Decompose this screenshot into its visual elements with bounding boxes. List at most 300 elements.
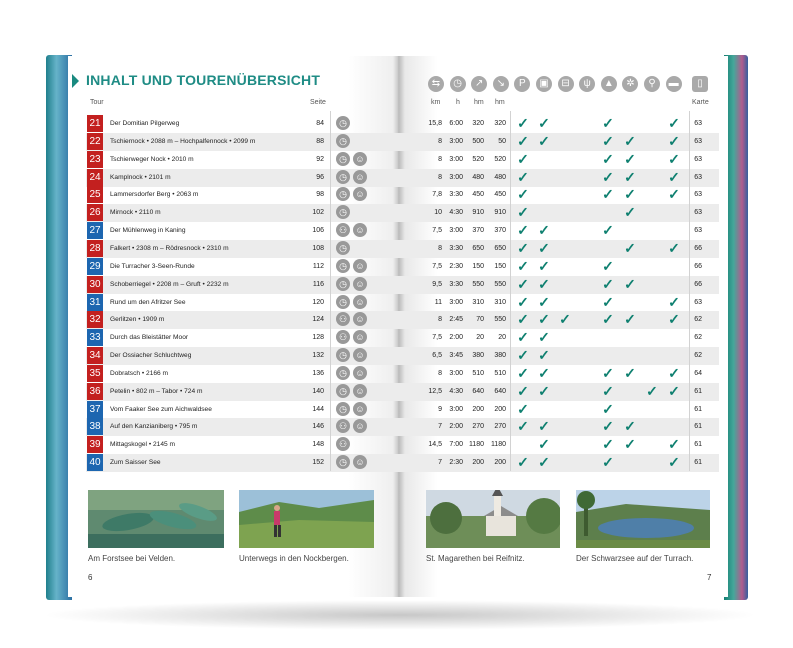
tour-down: 150 [494,262,506,270]
check-icon: ✓ [538,454,550,471]
tour-map: 61 [694,459,702,467]
bear-icon: ☺ [353,295,367,309]
tour-number: 23 [87,151,103,168]
check-icon: ✓ [602,418,614,435]
descent-icon: ↘ [493,76,509,92]
check-icon: ✓ [602,150,614,167]
clock-icon: ◷ [336,241,350,255]
check-icon: ✓ [668,115,680,131]
bear-icon: ☺ [353,312,367,326]
check-icon: ✓ [602,436,614,453]
check-icon: ✓ [668,454,680,471]
tour-h: 6:00 [449,120,463,127]
table-row [86,186,719,204]
tour-down: 520 [494,155,506,163]
tour-map: 63 [694,155,702,163]
tour-h: 2:30 [449,262,463,270]
tour-number: 28 [87,240,103,257]
check-icon: ✓ [646,382,658,399]
tour-down: 200 [494,405,506,413]
clock-icon: ◷ [336,259,350,273]
tour-map: 62 [694,352,702,360]
header-h: h [456,99,460,106]
tour-name: Vom Faaker See zum Aichwaldsee [110,405,212,413]
tour-map: 63 [694,191,702,199]
check-icon: ✓ [517,382,529,399]
table-row [86,329,719,347]
check-icon: ✓ [517,275,529,292]
tour-map: 66 [694,244,702,252]
table-row [86,311,719,329]
tour-page: 102 [312,209,324,217]
tour-page: 88 [316,137,324,145]
tour-up: 910 [472,209,484,217]
check-icon: ✓ [517,454,529,471]
bus-icon: ▣ [536,76,552,92]
bear-icon: ☺ [353,419,367,433]
signpost-icon: ⇆ [428,76,444,92]
photo-church [426,490,560,548]
check-icon: ✓ [517,329,529,346]
tour-km: 7,5 [432,334,442,342]
book-shadow [40,600,760,630]
tour-page: 144 [312,405,324,413]
tour-number: 31 [87,294,103,311]
tour-down: 310 [494,298,506,306]
tour-h: 4:30 [449,387,463,395]
check-icon: ✓ [624,275,636,292]
tour-name: Tschiernock • 2088 m – Hochpalfennock • 2099 m [110,137,256,145]
tour-name: Mirnock • 2110 m [110,209,161,217]
tour-up: 150 [472,262,484,270]
tour-name: Schoberriegel • 2208 m – Gruft • 2232 m [110,280,229,288]
map-icon: ▯ [692,76,708,92]
clock-icon: ◷ [450,76,466,92]
tour-up: 650 [472,244,484,252]
clock-icon: ◷ [336,152,350,166]
table-row [86,151,719,169]
tour-number: 30 [87,276,103,293]
tour-up: 500 [472,137,484,145]
tour-name: Dobratsch • 2166 m [110,369,169,377]
check-icon: ✓ [538,239,550,256]
check-icon: ✓ [668,436,680,453]
check-icon: ✓ [538,222,550,239]
tour-name: Rund um den Afritzer See [110,298,186,306]
tour-up: 480 [472,173,484,181]
caption-st-magarethen: St. Magarethen bei Reifnitz. [426,554,525,563]
tour-name: Der Ossiacher Schluchtweg [110,352,192,360]
tour-up: 320 [472,120,484,127]
divider-line [510,111,511,471]
check-icon: ✓ [538,364,550,381]
tour-up: 520 [472,155,484,163]
tour-map: 63 [694,120,702,127]
check-icon: ✓ [517,311,529,328]
tour-page: 116 [312,280,324,288]
pram-icon: ⚇ [336,437,350,451]
tour-km: 15,8 [428,120,442,127]
check-icon: ✓ [624,418,636,435]
tour-up: 640 [472,387,484,395]
tour-down: 550 [494,316,506,324]
header-hm-up: hm [474,99,484,106]
tour-down: 510 [494,369,506,377]
check-icon: ✓ [668,132,680,149]
tour-h: 3:00 [449,298,463,306]
tour-page: 132 [312,352,324,360]
check-icon: ✓ [517,418,529,435]
tour-page: 124 [312,316,324,324]
tour-map: 61 [694,441,702,449]
tour-up: 380 [472,352,484,360]
caption-nockbergen: Unterwegs in den Nockbergen. [239,554,349,563]
check-icon: ✓ [624,311,636,328]
table-row [86,383,719,401]
tour-name: Kamplnock • 2101 m [110,173,171,181]
tour-up: 370 [472,227,484,235]
bear-icon: ☺ [353,384,367,398]
photo-boats [88,490,224,548]
tour-h: 3:30 [449,244,463,252]
tour-up: 200 [472,405,484,413]
check-icon: ✓ [602,115,614,131]
tour-km: 7,5 [432,227,442,235]
bear-icon: ☺ [353,223,367,237]
bear-icon: ☺ [353,170,367,184]
tour-h: 2:00 [449,423,463,431]
tour-page: 96 [316,173,324,181]
check-icon: ✓ [538,311,550,328]
tour-page: 136 [312,369,324,377]
divider-line [330,111,331,471]
tour-number: 26 [87,204,103,221]
title-arrow-icon [72,74,79,88]
tour-map: 63 [694,227,702,235]
tour-name: Zum Saisser See [110,459,161,467]
table-row [86,115,719,133]
tour-map: 61 [694,423,702,431]
tour-km: 8 [438,369,442,377]
bear-icon: ☺ [353,455,367,469]
restaurant-icon: ψ [579,76,595,92]
tour-km: 10 [434,209,442,217]
tour-km: 8 [438,316,442,324]
check-icon: ✓ [538,132,550,149]
tour-page: 146 [312,423,324,431]
tour-km: 8 [438,173,442,181]
clock-icon: ◷ [336,170,350,184]
table-row [86,258,719,276]
tour-page: 106 [312,227,324,235]
tour-km: 7 [438,423,442,431]
tour-map: 64 [694,369,702,377]
tour-number: 27 [87,222,103,239]
check-icon: ✓ [624,132,636,149]
pram-icon: ⚇ [336,330,350,344]
clock-icon: ◷ [336,277,350,291]
tour-map: 62 [694,316,702,324]
bear-icon: ☺ [353,152,367,166]
tour-down: 320 [494,120,506,127]
tour-km: 9,5 [432,280,442,288]
tour-up: 70 [476,316,484,324]
tour-name: Mittagskogel • 2145 m [110,441,175,449]
tour-down: 550 [494,280,506,288]
tour-h: 3:00 [449,137,463,145]
check-icon: ✓ [624,204,636,221]
tour-down: 20 [498,334,506,342]
tour-down: 50 [498,137,506,145]
hut-icon: ▲ [601,76,617,92]
tour-name: Falkert • 2308 m – Rödresnock • 2310 m [110,244,229,252]
tour-page: 92 [316,155,324,163]
check-icon: ✓ [538,257,550,274]
tour-page: 108 [312,244,324,252]
check-icon: ✓ [517,204,529,221]
check-icon: ✓ [538,347,550,364]
tour-number: 40 [87,454,103,471]
check-icon: ✓ [538,329,550,346]
header-tour: Tour [90,99,104,106]
bear-icon: ☺ [353,187,367,201]
tour-down: 200 [494,459,506,467]
check-icon: ✓ [602,382,614,399]
header-km: km [431,99,441,106]
tour-page: 152 [312,459,324,467]
tour-name: Durch das Bleistätter Moor [110,334,189,342]
check-icon: ✓ [517,186,529,203]
check-icon: ✓ [538,293,550,310]
tour-up: 270 [472,423,484,431]
bear-icon: ☺ [353,366,367,380]
pram-icon: ⚇ [336,223,350,237]
check-icon: ✓ [517,150,529,167]
ascent-icon: ↗ [471,76,487,92]
check-icon: ✓ [624,150,636,167]
tour-h: 3:45 [449,352,463,360]
tour-up: 550 [472,280,484,288]
tour-km: 12,5 [428,387,442,395]
train-icon: ▬ [666,76,682,92]
check-icon: ✓ [668,364,680,381]
tour-number: 38 [87,418,103,435]
table-row [86,133,719,151]
tour-number: 25 [87,186,103,203]
table-row [86,204,719,222]
tour-number: 33 [87,329,103,346]
check-icon: ✓ [517,222,529,239]
tour-h: 3:00 [449,173,463,181]
tour-map: 63 [694,137,702,145]
tour-page: 112 [312,262,324,270]
check-icon: ✓ [602,222,614,239]
divider-line [689,111,690,471]
check-icon: ✓ [624,186,636,203]
winter-icon: ✲ [622,76,638,92]
tour-down: 450 [494,191,506,199]
pram-icon: ⚇ [336,312,350,326]
tour-name: Lammersdorfer Berg • 2063 m [110,191,199,199]
bike-icon: ⚲ [644,76,660,92]
clock-icon: ◷ [336,366,350,380]
tour-up: 20 [476,334,484,342]
tour-page: 148 [312,441,324,449]
check-icon: ✓ [538,275,550,292]
table-row [86,347,719,365]
check-icon: ✓ [668,186,680,203]
tour-map: 63 [694,173,702,181]
clock-icon: ◷ [336,348,350,362]
tour-up: 310 [472,298,484,306]
tour-number: 22 [87,133,103,150]
tour-h: 3:00 [449,227,463,235]
tour-down: 480 [494,173,506,181]
check-icon: ✓ [559,311,571,328]
tour-number: 36 [87,383,103,400]
check-icon: ✓ [517,293,529,310]
check-icon: ✓ [668,150,680,167]
tour-km: 8 [438,244,442,252]
bear-icon: ☺ [353,277,367,291]
check-icon: ✓ [602,293,614,310]
tour-number: 32 [87,311,103,328]
table-row [86,365,719,383]
tour-h: 3:30 [449,191,463,199]
photo-lake [576,490,710,548]
table-row [86,401,719,419]
tour-number: 21 [87,115,103,132]
check-icon: ✓ [602,311,614,328]
page-number-right: 7 [707,573,712,582]
check-icon: ✓ [624,436,636,453]
check-icon: ✓ [517,257,529,274]
tour-h: 3:00 [449,405,463,413]
tour-km: 7 [438,459,442,467]
tour-km: 8 [438,155,442,163]
tour-number: 37 [87,401,103,418]
parking-icon: P [514,76,530,92]
caption-schwarzsee: Der Schwarzsee auf der Turrach. [576,554,694,563]
tour-map: 63 [694,209,702,217]
tour-name: Die Turracher 3-Seen-Runde [110,262,195,270]
tour-down: 650 [494,244,506,252]
check-icon: ✓ [517,347,529,364]
tour-km: 9 [438,405,442,413]
tour-km: 11 [434,298,442,306]
tour-page: 128 [312,334,324,342]
tour-km: 7,5 [432,262,442,270]
table-row [86,436,719,454]
bear-icon: ☺ [353,330,367,344]
tour-up: 510 [472,369,484,377]
check-icon: ✓ [602,168,614,185]
table-row [86,222,719,240]
check-icon: ✓ [517,168,529,185]
check-icon: ✓ [602,257,614,274]
tour-h: 2:30 [449,459,463,467]
tour-number: 35 [87,365,103,382]
check-icon: ✓ [668,382,680,399]
tour-down: 380 [494,352,506,360]
check-icon: ✓ [517,364,529,381]
check-icon: ✓ [668,168,680,185]
tour-down: 270 [494,423,506,431]
tour-up: 1180 [468,441,484,449]
tour-km: 7,8 [432,191,442,199]
tour-up: 200 [472,459,484,467]
check-icon: ✓ [517,400,529,417]
tour-h: 3:00 [449,369,463,377]
bear-icon: ☺ [353,348,367,362]
caption-forstsee: Am Forstsee bei Velden. [88,554,176,563]
clock-icon: ◷ [336,402,350,416]
tour-map: 63 [694,298,702,306]
tour-map: 61 [694,405,702,413]
tour-down: 640 [494,387,506,395]
tour-down: 910 [494,209,506,217]
tour-number: 34 [87,347,103,364]
tour-name: Der Mühlenweg in Kaning [110,227,186,235]
pram-icon: ⚇ [336,419,350,433]
tour-km: 6,5 [432,352,442,360]
check-icon: ✓ [624,364,636,381]
tour-page: 84 [316,120,324,127]
header-hm-down: hm [495,99,505,106]
tour-name: Auf den Kanzianiberg • 795 m [110,423,198,431]
clock-icon: ◷ [336,116,350,130]
table-row [86,294,719,312]
tour-h: 3:00 [449,155,463,163]
check-icon: ✓ [538,382,550,399]
tour-name: Petelin • 802 m – Tabor • 724 m [110,387,203,395]
table-row [86,169,719,187]
table-row [86,418,719,436]
check-icon: ✓ [624,239,636,256]
check-icon: ✓ [668,311,680,328]
check-icon: ✓ [538,418,550,435]
check-icon: ✓ [602,364,614,381]
cable-car-icon: ⊟ [558,76,574,92]
tour-down: 370 [494,227,506,235]
tour-h: 2:45 [449,316,463,324]
tour-down: 1180 [490,441,506,449]
tour-name: Gerlitzen • 1909 m [110,316,165,324]
tour-page: 98 [316,191,324,199]
tour-h: 3:30 [449,280,463,288]
page-number-left: 6 [88,573,93,582]
tour-h: 4:30 [449,209,463,217]
check-icon: ✓ [517,132,529,149]
check-icon: ✓ [538,115,550,131]
check-icon: ✓ [602,454,614,471]
tour-h: 7:00 [449,441,463,449]
clock-icon: ◷ [336,134,350,148]
check-icon: ✓ [624,168,636,185]
check-icon: ✓ [517,115,529,131]
table-row [86,240,719,258]
clock-icon: ◷ [336,295,350,309]
table-row [86,454,719,472]
page-title: INHALT UND TOURENÜBERSICHT [86,72,321,88]
clock-icon: ◷ [336,205,350,219]
header-seite: Seite [310,99,326,106]
tour-number: 39 [87,436,103,453]
tour-map: 62 [694,334,702,342]
tour-number: 24 [87,169,103,186]
tour-up: 450 [472,191,484,199]
tour-page: 140 [312,387,324,395]
